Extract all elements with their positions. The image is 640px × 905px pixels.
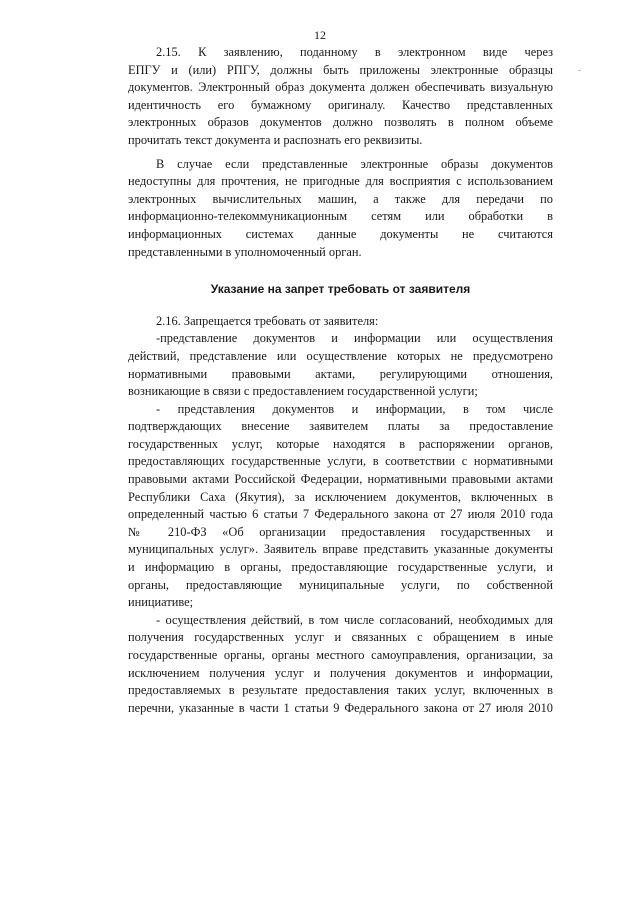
text-line: информационных системах данные документы не считаются <box>128 226 553 241</box>
text-line: - осуществления действий, в том числе согласований, необходимых для <box>156 612 553 627</box>
text-line: органы, предоставляющие муниципальные услуги, по собственной <box>128 577 553 592</box>
text-line: -представление документов и информации или осуществления <box>156 331 553 346</box>
text-line: информационно-телекоммуникационным сетям или обработки в <box>128 209 553 224</box>
list-item-2 <box>128 401 553 612</box>
scan-artifact <box>578 70 581 71</box>
text-line: предоставляемых в результате предоставления таких услуг, включенных в <box>128 683 553 698</box>
text-line: определенный частью 6 статьи 7 Федерального закона от 27 июля 2010 года <box>128 507 553 522</box>
text-line: Республики Саха (Якутия), за исключением документов, включенных в <box>128 489 553 504</box>
text-line: получения государственных услуг и связанных с обращением в иные <box>128 630 553 645</box>
text-line: правовыми актами Российской Федерации, нормативными правовыми актами <box>128 472 553 487</box>
text-line: исключением получения услуг и получения документов и информации, <box>128 665 553 680</box>
text-line: 2.16. Запрещается требовать от заявителя: <box>156 313 379 328</box>
paragraph-electronic-images <box>128 156 553 262</box>
text-line: электронных образов документов должно позволять в полном объеме <box>128 115 553 130</box>
text-line: возникающие в связи с предоставлением государственной услуги; <box>128 384 478 399</box>
paragraph-2-15 <box>128 44 553 150</box>
text-line: документов. Электронный образ документа должен обеспечивать визуальную <box>128 80 553 95</box>
list-item-1 <box>128 330 553 400</box>
text-line: нормативными правовыми актами, регулирующими отношения, <box>128 366 553 381</box>
section-heading: Указание на запрет требовать от заявителя <box>210 282 471 297</box>
text-line: В случае если представленные электронные образы документов <box>156 156 553 171</box>
text-line: 2.15. К заявлению, поданному в электронном виде через <box>156 45 553 59</box>
text-line: инициативе; <box>128 595 194 610</box>
text-line: муниципальных услуг». Заявитель вправе представить указанные документы <box>128 542 553 557</box>
text-line: подтверждающих внесение заявителем платы за предоставление <box>128 419 553 434</box>
text-line: ЕПГУ и (или) РПГУ, должны быть приложены электронные образцы <box>128 62 553 77</box>
text-line: представленными в уполномоченный орган. <box>128 244 362 259</box>
text-line: государственных услуг, которые находятся в распоряжении органов, <box>128 436 553 451</box>
text-line: - представления документов и информации, в том числе <box>156 401 553 416</box>
list-item-3 <box>128 612 553 718</box>
text-line: государственные органы, органы местного самоуправления, организации, за <box>128 648 553 662</box>
text-line: идентичность его бумажному оригиналу. Качество представленных <box>128 97 553 112</box>
text-line: предоставляющих государственные услуги, в соответствии с нормативными <box>128 454 553 469</box>
text-line: недоступны для прочтения, не пригодные для восприятия с использованием <box>128 174 553 189</box>
text-line: электронных вычислительных машин, а также для передачи по <box>128 191 553 206</box>
text-line: действий, представление или осуществление которых не предусмотрено <box>128 348 553 363</box>
page-number: 12 <box>314 28 326 42</box>
text-line: прочитать текст документа и распознать его реквизиты. <box>128 132 423 147</box>
text-line: перечни, указанные в части 1 статьи 9 Федерального закона от 27 июля 2010 <box>128 700 553 715</box>
text-line: № 210-ФЗ «Об организации предоставления государственных и <box>128 524 553 539</box>
text-line: и информацию в органы, предоставляющие государственные услуги, и <box>128 560 553 575</box>
paragraph-2-16 <box>128 313 553 718</box>
document-body <box>128 44 553 717</box>
